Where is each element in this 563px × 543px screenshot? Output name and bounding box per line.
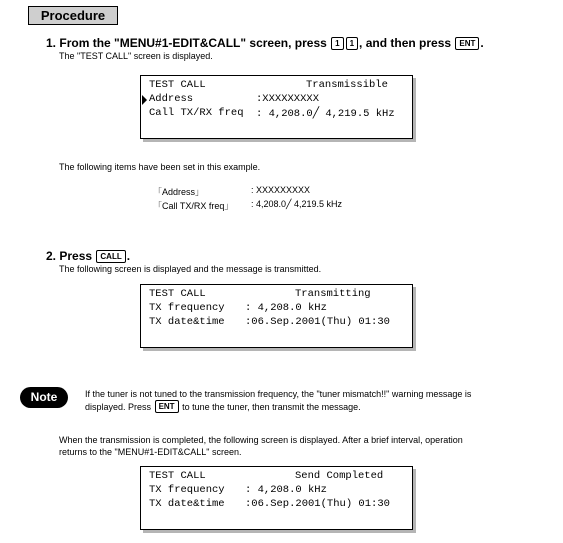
- step-2-text-b: .: [126, 249, 131, 263]
- procedure-heading: Procedure: [28, 6, 118, 25]
- step-1-instruction: [46, 36, 484, 50]
- step-2-number: 2.: [46, 249, 57, 263]
- screen2-freq-value: : 4,208.0 kHz: [245, 302, 327, 314]
- note-line-2: [85, 400, 545, 413]
- screen3-datetime-label: TX date&time: [149, 498, 225, 510]
- screen3-datetime-value: :06.Sep.2001(Thu) 01:30: [245, 498, 390, 510]
- completion-line-2: returns to the "MENU#1-EDIT&CALL" screen.: [59, 447, 242, 457]
- cursor-arrow-icon: [142, 95, 147, 105]
- setting-label: 「Address」: [153, 187, 205, 197]
- note-line-2a: displayed. Press: [85, 402, 152, 412]
- step-1-text-c: .: [480, 36, 484, 50]
- list-item: [153, 185, 413, 199]
- completion-text: [59, 434, 549, 458]
- key-call: CALL: [96, 250, 125, 263]
- screen-test-call-transmitting: [140, 284, 413, 348]
- key-1-second: 1: [346, 37, 358, 50]
- note-text: [85, 388, 545, 413]
- note-badge: Note: [20, 387, 68, 408]
- settings-list: [153, 185, 413, 213]
- step-1-number: 1.: [46, 36, 57, 50]
- key-ent-note: ENT: [155, 400, 179, 413]
- step-2-subtext: The following screen is displayed and the message is transmitted.: [59, 264, 322, 274]
- key-1-first: 1: [331, 37, 343, 50]
- screen1-status: Transmissible: [306, 79, 388, 91]
- screen1-address-value: :XXXXXXXXX: [256, 93, 320, 105]
- setting-value: : 4,208.0╱ 4,219.5 kHz: [251, 199, 342, 209]
- step-2-text: Press: [59, 249, 93, 263]
- screen3-title: TEST CALL: [149, 470, 206, 482]
- completion-line-1: When the transmission is completed, the following screen is displayed. After a brief interval, operation: [59, 435, 463, 445]
- setting-value: : XXXXXXXXX: [251, 185, 311, 195]
- screen3-freq-value: : 4,208.0 kHz: [245, 484, 327, 496]
- screen-test-call-transmissible: [140, 75, 413, 139]
- step-1-text: From the "MENU#1-EDIT&CALL" screen, press: [59, 36, 327, 50]
- screen1-freq-label: Call TX/RX freq: [149, 107, 244, 119]
- step-1-subtext: The "TEST CALL" screen is displayed.: [59, 51, 213, 61]
- items-intro: The following items have been set in this example.: [59, 162, 261, 172]
- screen2-freq-label: TX frequency: [149, 302, 225, 314]
- screen2-status: Transmitting: [295, 288, 371, 300]
- screen1-address-label: Address: [149, 93, 194, 105]
- step-1-text-b: , and then press: [359, 36, 452, 50]
- screen3-status: Send Completed: [295, 470, 384, 482]
- screen3-freq-label: TX frequency: [149, 484, 225, 496]
- key-ent: ENT: [455, 37, 479, 50]
- screen2-datetime-value: :06.Sep.2001(Thu) 01:30: [245, 316, 390, 328]
- note-line-2b: to tune the tuner, then transmit the message.: [182, 402, 361, 412]
- screen2-title: TEST CALL: [149, 288, 206, 300]
- note-line-1: If the tuner is not tuned to the transmission frequency, the "tuner mismatch!!" warning message is: [85, 389, 472, 399]
- screen1-freq-value: : 4,208.0╱ 4,219.5 kHz: [256, 108, 395, 120]
- screen-test-call-send-completed: [140, 466, 413, 530]
- setting-label: 「Call TX/RX freq」: [153, 201, 234, 211]
- list-item: [153, 199, 413, 213]
- screen2-datetime-label: TX date&time: [149, 316, 225, 328]
- screen1-title: TEST CALL: [149, 79, 206, 91]
- step-2-instruction: [46, 249, 130, 263]
